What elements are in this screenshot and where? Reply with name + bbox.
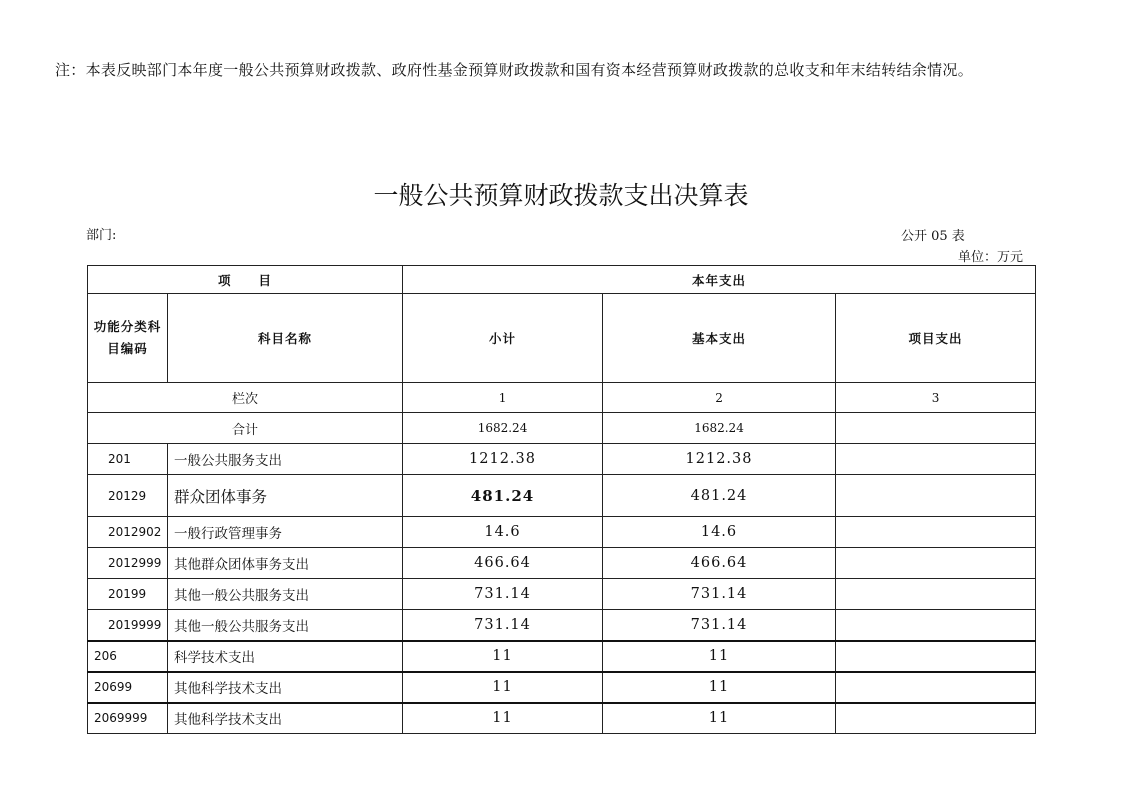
column-index-label: 栏次 xyxy=(88,383,403,413)
row-project xyxy=(836,703,1036,734)
row-project xyxy=(836,517,1036,548)
column-index-3: 3 xyxy=(836,383,1036,413)
row-basic: 11 xyxy=(603,672,836,703)
header-basic: 基本支出 xyxy=(603,294,836,383)
row-code: 2012902 xyxy=(88,517,168,548)
row-project xyxy=(836,641,1036,672)
row-project xyxy=(836,548,1036,579)
total-label: 合计 xyxy=(88,413,403,444)
header-subject-name: 科目名称 xyxy=(168,294,403,383)
total-project xyxy=(836,413,1036,444)
header-current-year: 本年支出 xyxy=(403,266,1036,294)
row-name: 其他科学技术支出 xyxy=(168,703,403,734)
header-project: 项 目 xyxy=(88,266,403,294)
row-name: 其他群众团体事务支出 xyxy=(168,548,403,579)
table-row xyxy=(88,579,1036,610)
row-name: 科学技术支出 xyxy=(168,641,403,672)
row-project xyxy=(836,610,1036,641)
row-name: 群众团体事务 xyxy=(168,475,403,517)
row-code: 2019999 xyxy=(88,610,168,641)
unit-label: 单位：万元 xyxy=(958,250,1024,265)
row-basic: 731.14 xyxy=(603,610,836,641)
row-name: 一般行政管理事务 xyxy=(168,517,403,548)
row-project xyxy=(836,579,1036,610)
row-subtotal: 481.24 xyxy=(403,475,603,517)
table-note: 注：本表反映部门本年度一般公共预算财政拨款、政府性基金预算财政拨款和国有资本经营预算财政拨款的总收支和年末结转结余情况。 xyxy=(55,61,974,79)
row-name: 其他一般公共服务支出 xyxy=(168,579,403,610)
row-subtotal: 11 xyxy=(403,672,603,703)
row-basic: 11 xyxy=(603,641,836,672)
department-label: 部门: xyxy=(86,228,117,243)
row-subtotal: 466.64 xyxy=(403,548,603,579)
expenditure-table xyxy=(87,265,1036,734)
row-code: 20699 xyxy=(88,672,168,703)
total-subtotal: 1682.24 xyxy=(403,413,603,444)
table-row xyxy=(88,610,1036,641)
header-project-expenditure: 项目支出 xyxy=(836,294,1036,383)
header-func-code: 功能分类科目编码 xyxy=(88,294,168,383)
header-subtotal: 小计 xyxy=(403,294,603,383)
column-index-2: 2 xyxy=(603,383,836,413)
row-project xyxy=(836,475,1036,517)
page-title: 一般公共预算财政拨款支出决算表 xyxy=(373,181,749,210)
table-row xyxy=(88,672,1036,703)
row-basic: 1212.38 xyxy=(603,444,836,475)
row-code: 201 xyxy=(88,444,168,475)
row-name: 一般公共服务支出 xyxy=(168,444,403,475)
row-subtotal: 731.14 xyxy=(403,579,603,610)
row-subtotal: 1212.38 xyxy=(403,444,603,475)
row-code: 20199 xyxy=(88,579,168,610)
row-basic: 14.6 xyxy=(603,517,836,548)
row-subtotal: 11 xyxy=(403,641,603,672)
row-code: 20129 xyxy=(88,475,168,517)
row-name: 其他一般公共服务支出 xyxy=(168,610,403,641)
row-code: 2012999 xyxy=(88,548,168,579)
table-row xyxy=(88,641,1036,672)
row-subtotal: 11 xyxy=(403,703,603,734)
total-basic: 1682.24 xyxy=(603,413,836,444)
column-index-1: 1 xyxy=(403,383,603,413)
table-row xyxy=(88,703,1036,734)
row-subtotal: 731.14 xyxy=(403,610,603,641)
table-row xyxy=(88,475,1036,517)
form-number: 公开 05 表 xyxy=(901,229,965,244)
row-project xyxy=(836,672,1036,703)
row-basic: 731.14 xyxy=(603,579,836,610)
table-row xyxy=(88,517,1036,548)
row-project xyxy=(836,444,1036,475)
row-basic: 481.24 xyxy=(603,475,836,517)
row-name: 其他科学技术支出 xyxy=(168,672,403,703)
table-row xyxy=(88,548,1036,579)
row-basic: 11 xyxy=(603,703,836,734)
row-code: 2069999 xyxy=(88,703,168,734)
row-subtotal: 14.6 xyxy=(403,517,603,548)
table-row xyxy=(88,444,1036,475)
row-code: 206 xyxy=(88,641,168,672)
row-basic: 466.64 xyxy=(603,548,836,579)
